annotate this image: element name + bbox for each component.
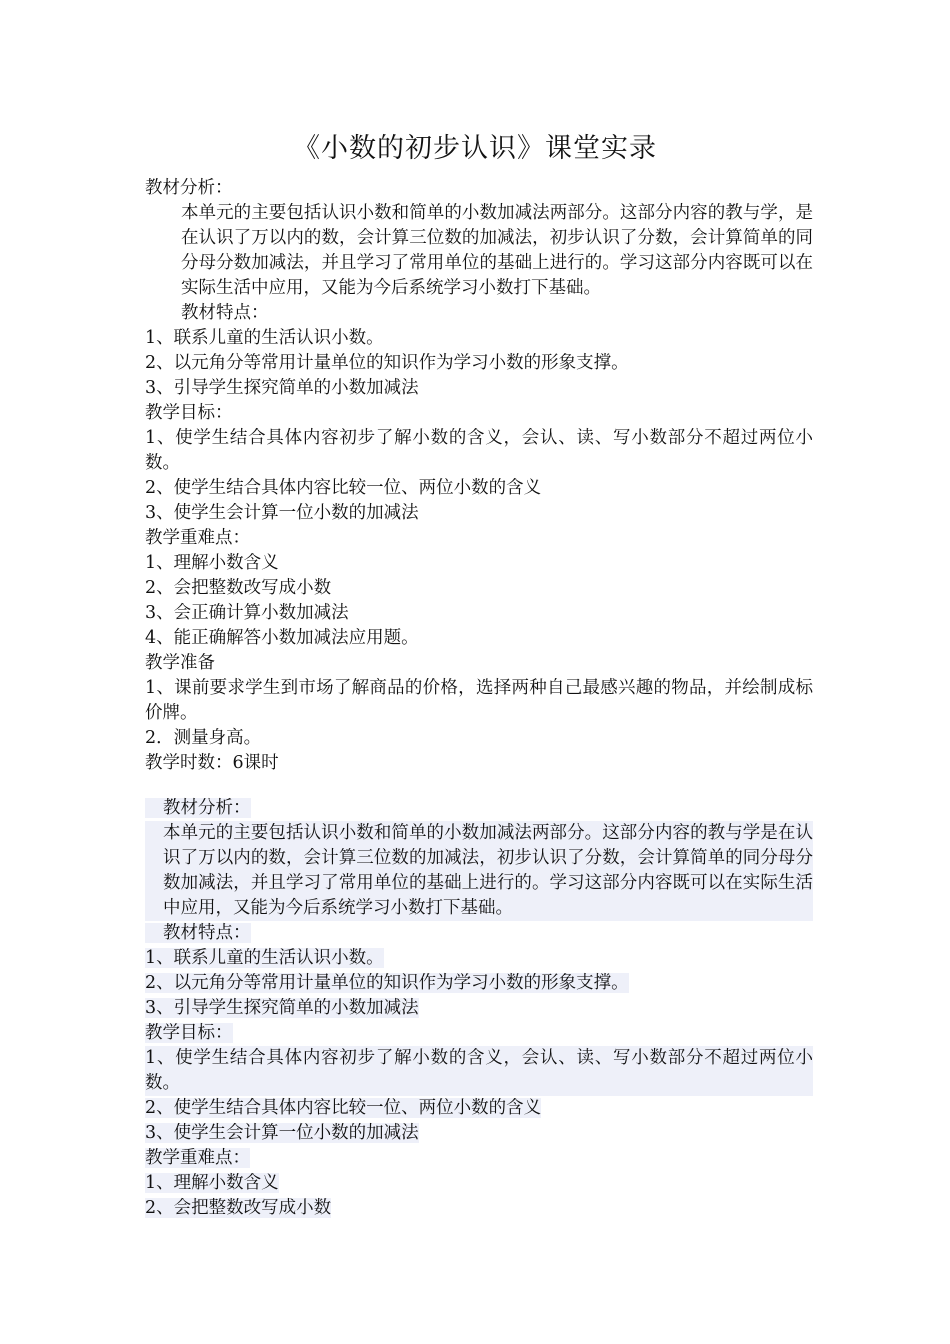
- preparation-item: 2．测量身高。: [145, 728, 262, 748]
- features-heading: 教材特点：: [145, 923, 251, 943]
- difficulty-item: 4、能正确解答小数加减法应用题。: [145, 628, 419, 648]
- feature-item: 3、引导学生探究简单的小数加减法: [145, 378, 419, 398]
- teaching-hours: 教学时数：6课时: [145, 753, 279, 773]
- feature-item: 2、以元角分等常用计量单位的知识作为学习小数的形象支撑。: [145, 353, 629, 373]
- analysis-paragraph: 本单元的主要包括认识小数和简单的小数加减法两部分。这部分内容的教与学是在认识了万以内的数，会计算三位数的加减法，初步认识了分数，会计算简单的同分母分数加减法，并且学习了常用单位的基础上进行的。学习这部分内容既可以在实际生活中应用，又能为今后系统学习小数打下基础。: [145, 821, 813, 921]
- features-heading: 教材特点：: [181, 303, 269, 323]
- lesson-plan-section-1: [145, 176, 813, 776]
- analysis-paragraph: 本单元的主要包括认识小数和简单的小数加减法两部分。这部分内容的教与学，是在认识了万以内的数，会计算三位数的加减法，初步认识了分数，会计算简单的同分母分数加减法，并且学习了常用单位的基础上进行的。学习这部分内容既可以在实际生活中应用，又能为今后系统学习小数打下基础。: [181, 203, 813, 298]
- difficulties-heading: 教学重难点：: [145, 528, 250, 548]
- difficulty-item: 1、理解小数含义: [145, 1173, 279, 1193]
- feature-item: 3、引导学生探究简单的小数加减法: [145, 998, 419, 1018]
- difficulty-item: 3、会正确计算小数加减法: [145, 603, 349, 623]
- difficulty-item: 2、会把整数改写成小数: [145, 1198, 332, 1218]
- goal-item: 2、使学生结合具体内容比较一位、两位小数的含义: [145, 478, 542, 498]
- goal-item: 3、使学生会计算一位小数的加减法: [145, 1123, 419, 1143]
- goal-item: 1、使学生结合具体内容初步了解小数的含义，会认、读、写小数部分不超过两位小数。: [145, 428, 813, 473]
- difficulty-item: 2、会把整数改写成小数: [145, 578, 332, 598]
- preparation-heading: 教学准备: [145, 653, 215, 673]
- lesson-plan-section-2: [145, 796, 813, 1221]
- page-title: 《小数的初步认识》课堂实录: [293, 133, 657, 164]
- preparation-item: 1、课前要求学生到市场了解商品的价格，选择两种自己最感兴趣的物品，并绘制成标价牌。: [145, 678, 813, 723]
- goal-item: 2、使学生结合具体内容比较一位、两位小数的含义: [145, 1098, 542, 1118]
- goal-item: 1、使学生结合具体内容初步了解小数的含义，会认、读、写小数部分不超过两位小数。: [145, 1046, 813, 1096]
- difficulty-item: 1、理解小数含义: [145, 553, 279, 573]
- analysis-heading: 教材分析：: [145, 798, 251, 818]
- feature-item: 1、联系儿童的生活认识小数。: [145, 948, 384, 968]
- feature-item: 2、以元角分等常用计量单位的知识作为学习小数的形象支撑。: [145, 973, 629, 993]
- difficulties-heading: 教学重难点：: [145, 1148, 250, 1168]
- feature-item: 1、联系儿童的生活认识小数。: [145, 328, 384, 348]
- goal-item: 3、使学生会计算一位小数的加减法: [145, 503, 419, 523]
- goals-heading: 教学目标：: [145, 403, 233, 423]
- analysis-heading: 教材分析：: [145, 178, 233, 198]
- goals-heading: 教学目标：: [145, 1023, 233, 1043]
